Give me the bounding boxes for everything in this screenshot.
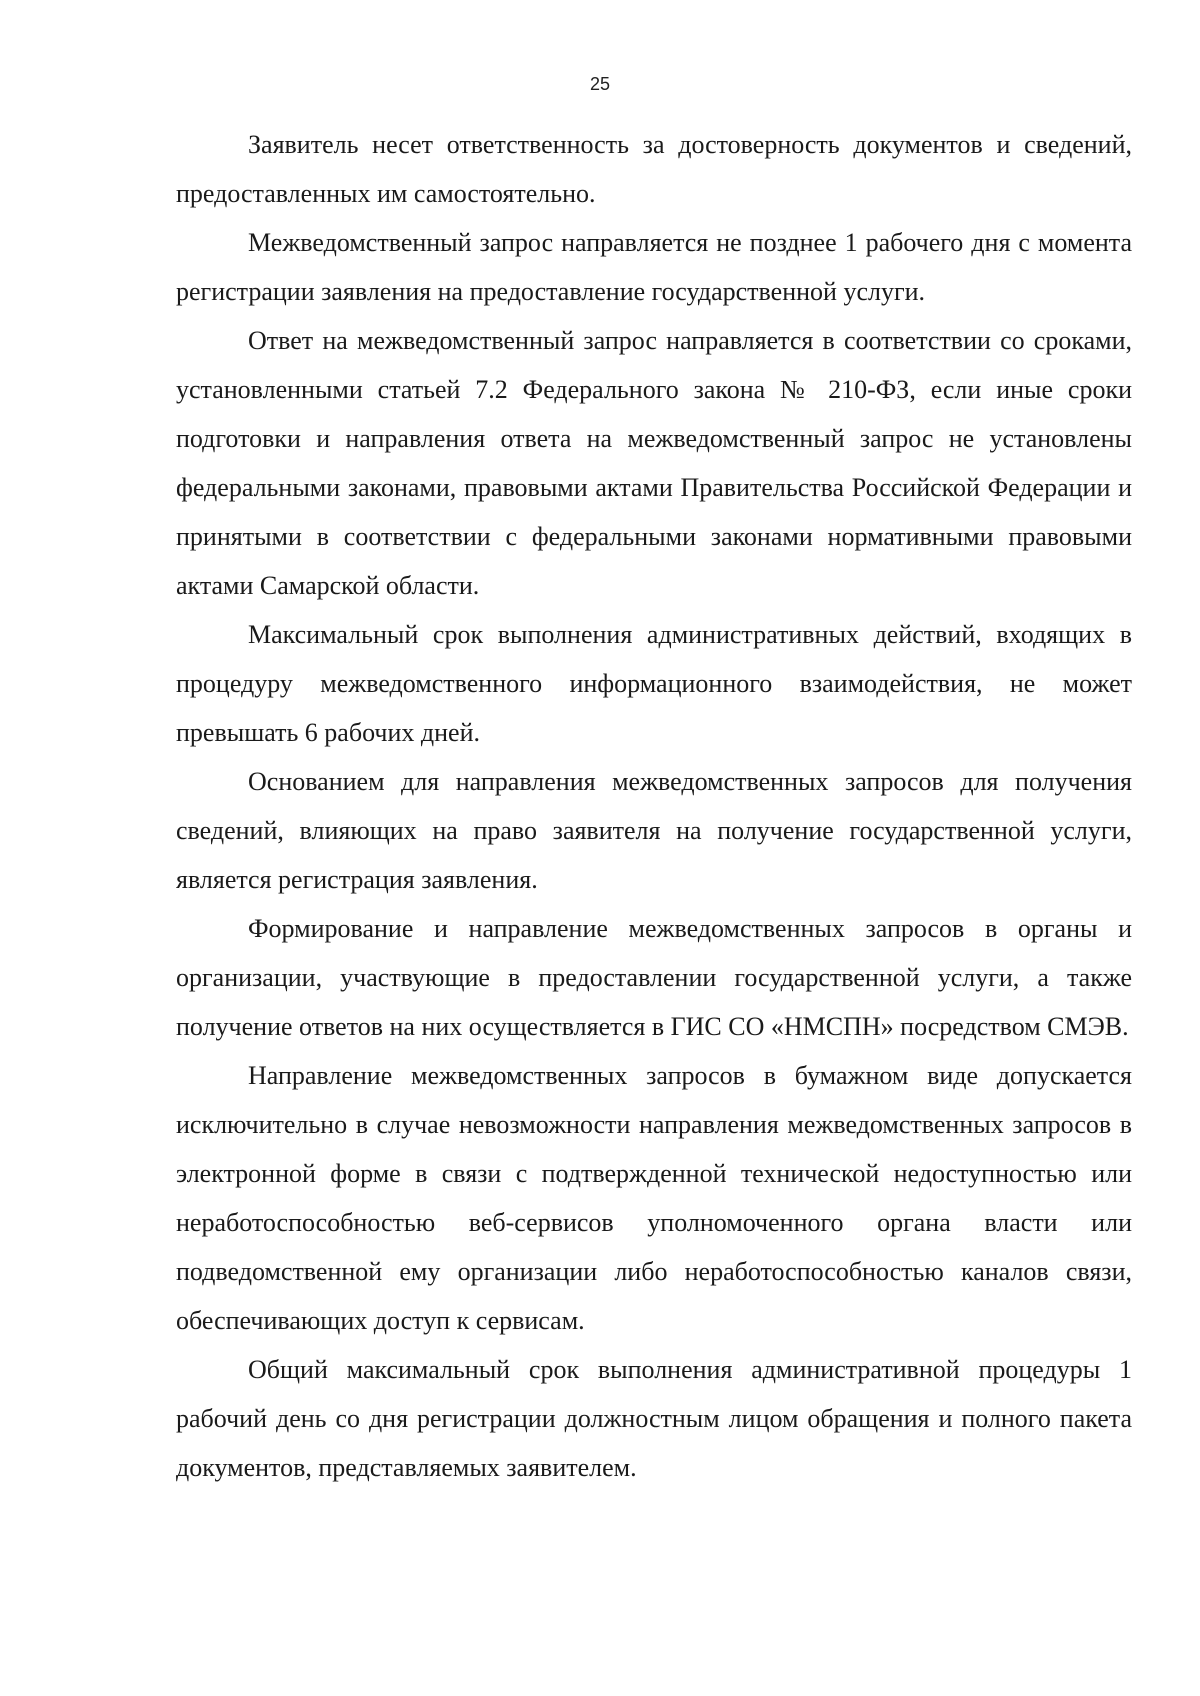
- document-body: [176, 120, 1132, 1492]
- paragraph-applicant-responsibility: Заявитель несет ответственность за достоверность документов и сведений, предоставленных им самостоятельно.: [176, 130, 1132, 208]
- paragraph-total-duration: Общий максимальный срок выполнения административной процедуры 1 рабочий день со дня регистрации должностным лицом обращения и полного пакета документов, представляемых заявителем.: [176, 1355, 1132, 1482]
- page-number: 25: [589, 74, 611, 94]
- paragraph-forming-requests: Формирование и направление межведомственных запросов в органы и организации, участвующие в предоставлении государственной услуги, а также получение ответов на них осуществляется в ГИС СО «НМСПН» посредством СМЭВ.: [176, 914, 1132, 1041]
- paragraph-paper-requests: Направление межведомственных запросов в бумажном виде допускается исключительно в случае невозможности направления межведомственных запросов в электронной форме в связи с подтвержденной технической недоступностью или неработоспособностью веб-сервисов уполномоченного органа власти или подведомственной ему организации либо неработоспособностью каналов связи, обеспечивающих доступ к сервисам.: [176, 1061, 1132, 1335]
- paragraph-response-terms: Ответ на межведомственный запрос направляется в соответствии со сроками, установленными статьей 7.2 Федерального закона № 210-ФЗ, если иные сроки подготовки и направления ответа на межведомственный запрос не установлены федеральными законами, правовыми актами Правительства Российской Федерации и принятыми в соответствии с федеральными законами нормативными правовыми актами Самарской области.: [176, 326, 1132, 600]
- paragraph-max-duration: Максимальный срок выполнения административных действий, входящих в процедуру межведомственного информационного взаимодействия, не может превышать 6 рабочих дней.: [176, 620, 1132, 747]
- paragraph-grounds: Основанием для направления межведомственных запросов для получения сведений, влияющих на право заявителя на получение государственной услуги, является регистрация заявления.: [176, 767, 1132, 894]
- paragraph-request-deadline: Межведомственный запрос направляется не позднее 1 рабочего дня с момента регистрации заявления на предоставление государственной услуги.: [176, 228, 1132, 306]
